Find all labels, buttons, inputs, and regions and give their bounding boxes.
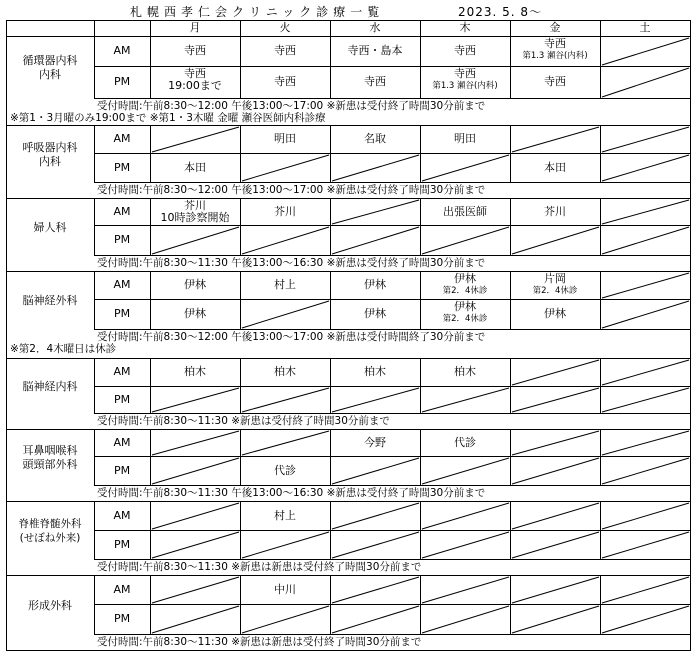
closed-slash-mark bbox=[421, 226, 510, 255]
schedule-col-line bbox=[510, 271, 511, 329]
closed-slash-mark bbox=[421, 387, 510, 413]
header-col-line bbox=[510, 20, 511, 36]
am-label: AM bbox=[113, 435, 131, 449]
closed-slash-mark bbox=[601, 359, 690, 386]
doctor-name: 村上 bbox=[274, 508, 296, 522]
schedule-reception-divider bbox=[94, 98, 690, 99]
pm-label: PM bbox=[113, 75, 131, 88]
department-name-cardio: 循環器内科 bbox=[22, 54, 78, 67]
reception-hours: 受付時間:午前8:30〜11:30 午後13:00〜16:30 ※新患は受付終了時間30分前まで bbox=[97, 257, 486, 269]
reception-hours: 受付時間:午前8:30〜12:00 午後13:00〜17:00 ※新患は受付終了時間30分前まで bbox=[97, 100, 486, 112]
closed-slash-mark bbox=[151, 387, 240, 413]
am-label: AM bbox=[113, 204, 131, 218]
closed-slash-mark bbox=[331, 154, 420, 182]
doctor-name: 伊林 bbox=[544, 307, 566, 320]
doctor-name: 村上 bbox=[274, 278, 296, 291]
schedule-col-line bbox=[150, 271, 151, 329]
header-col-line bbox=[150, 20, 151, 36]
schedule-reception-divider bbox=[94, 255, 690, 256]
table-border-top bbox=[6, 20, 690, 21]
day-header-5: 土 bbox=[639, 21, 651, 34]
closed-slash-mark bbox=[511, 430, 600, 456]
closed-slash-mark bbox=[511, 605, 600, 634]
closed-slash-mark bbox=[511, 576, 600, 604]
header-divider bbox=[94, 20, 95, 36]
closed-slash-mark bbox=[241, 605, 330, 634]
reception-hours: ※第1・3月曜のみ19:00まで ※第1・3木曜 金曜 瀬谷医師内科診療 bbox=[10, 112, 326, 124]
am-label: AM bbox=[113, 132, 131, 145]
closed-slash-mark bbox=[151, 126, 240, 153]
doctor-name: 出張医師 bbox=[443, 204, 487, 218]
closed-slash-mark bbox=[601, 37, 690, 66]
doctor-name: 代診 bbox=[454, 435, 476, 449]
closed-slash-mark bbox=[601, 300, 690, 329]
closed-slash-mark bbox=[601, 387, 690, 413]
closed-slash-mark bbox=[241, 300, 330, 329]
closed-slash-mark bbox=[511, 359, 600, 386]
day-header-1: 火 bbox=[279, 21, 291, 34]
schedule-reception-divider bbox=[94, 634, 690, 635]
doctor-name: 柏木 bbox=[184, 365, 206, 378]
cell-note: 第2．4休診 bbox=[532, 286, 578, 296]
doctor-name: 伊林 bbox=[364, 307, 386, 320]
closed-slash-mark bbox=[241, 430, 330, 456]
closed-slash-mark bbox=[601, 199, 690, 225]
schedule-col-line bbox=[240, 36, 241, 98]
closed-slash-mark bbox=[511, 457, 600, 485]
closed-slash-mark bbox=[421, 154, 510, 182]
closed-slash-mark bbox=[421, 531, 510, 559]
pm-label: PM bbox=[113, 307, 131, 320]
department-name-neuroint: 脳神経内科 bbox=[22, 379, 78, 393]
reception-hours: 受付時間:午前8:30〜11:30 午後13:00〜16:30 ※新患は受付終了時間30分前まで bbox=[97, 487, 486, 499]
doctor-name: 本田 bbox=[184, 160, 206, 174]
reception-hours: 受付時間:午前8:30〜11:30 ※新患は新患は受付終了時間30分前まで bbox=[97, 636, 422, 648]
reception-hours: 受付時間:午前8:30〜11:30 ※新患は受付終了時間30分前まで bbox=[97, 415, 390, 427]
am-label: AM bbox=[113, 365, 131, 378]
am-label: AM bbox=[113, 44, 131, 57]
doctor-name: 伊林 bbox=[184, 278, 206, 291]
cell-note: 第2．4休診 bbox=[442, 286, 488, 296]
closed-slash-mark bbox=[241, 531, 330, 559]
department-bottom-line bbox=[6, 650, 690, 651]
am-label: AM bbox=[113, 508, 131, 522]
closed-slash-mark bbox=[331, 457, 420, 485]
doctor-name: 寺西 bbox=[184, 67, 206, 80]
department-name-spine: (せぼね外来) bbox=[19, 532, 81, 544]
doctor-name: 伊林 bbox=[454, 300, 476, 313]
closed-slash-mark bbox=[331, 605, 420, 634]
doctor-name: 片岡 bbox=[544, 272, 566, 285]
closed-slash-mark bbox=[601, 457, 690, 485]
pm-label: PM bbox=[113, 160, 131, 174]
page-title: 札幌西孝仁会クリニック診療一覧 bbox=[130, 5, 385, 19]
header-col-line bbox=[600, 20, 601, 36]
am-label: AM bbox=[113, 582, 131, 596]
closed-slash-mark bbox=[421, 605, 510, 634]
closed-slash-mark bbox=[421, 502, 510, 530]
closed-slash-mark bbox=[601, 272, 690, 299]
doctor-name: 中川 bbox=[274, 582, 296, 596]
schedule-col-line bbox=[94, 271, 95, 329]
reception-hours: ※第2．4木曜日は休診 bbox=[10, 343, 117, 355]
schedule-col-line bbox=[94, 36, 95, 98]
doctor-name: 明田 bbox=[454, 132, 476, 145]
closed-slash-mark bbox=[331, 502, 420, 530]
closed-slash-mark bbox=[601, 226, 690, 255]
header-col-line bbox=[330, 20, 331, 36]
schedule-col-line bbox=[330, 36, 331, 98]
department-name-cardio: 内科 bbox=[39, 68, 61, 81]
schedule-reception-divider bbox=[94, 485, 690, 486]
doctor-name: 寺西 bbox=[454, 44, 476, 57]
closed-slash-mark bbox=[511, 226, 600, 255]
doctor-name: 寺西 bbox=[274, 75, 296, 88]
closed-slash-mark bbox=[601, 154, 690, 182]
closed-slash-mark bbox=[511, 126, 600, 153]
table-border-left bbox=[6, 20, 7, 650]
closed-slash-mark bbox=[601, 67, 690, 98]
doctor-name: 寺西 bbox=[544, 75, 566, 88]
department-name-spine: 脊椎脊髄外科 bbox=[18, 518, 82, 530]
closed-slash-mark bbox=[241, 387, 330, 413]
closed-slash-mark bbox=[151, 576, 240, 604]
department-name-resp: 内科 bbox=[39, 154, 61, 168]
schedule-col-line bbox=[510, 36, 511, 98]
department-name-neurosurg: 脳神経外科 bbox=[22, 294, 78, 307]
closed-slash-mark bbox=[601, 126, 690, 153]
closed-slash-mark bbox=[601, 502, 690, 530]
closed-slash-mark bbox=[331, 576, 420, 604]
closed-slash-mark bbox=[601, 531, 690, 559]
closed-slash-mark bbox=[511, 387, 600, 413]
doctor-name: 代診 bbox=[274, 463, 296, 477]
doctor-name: 伊林 bbox=[454, 272, 476, 285]
closed-slash-mark bbox=[331, 226, 420, 255]
doctor-name: 寺西 bbox=[544, 37, 566, 50]
closed-slash-mark bbox=[601, 576, 690, 604]
pm-label: PM bbox=[113, 612, 131, 625]
doctor-name: 本田 bbox=[544, 160, 566, 174]
closed-slash-mark bbox=[421, 457, 510, 485]
closed-slash-mark bbox=[601, 430, 690, 456]
pm-label: PM bbox=[113, 463, 131, 477]
cell-note: 10時診察開始 bbox=[160, 211, 230, 224]
doctor-name: 名取 bbox=[364, 132, 386, 145]
schedule-col-line bbox=[420, 36, 421, 98]
schedule-col-line bbox=[94, 125, 95, 182]
closed-slash-mark bbox=[331, 531, 420, 559]
department-name-gyn: 婦人科 bbox=[33, 220, 67, 234]
reception-hours: 受付時間:午前8:30〜11:30 ※新患は新患は受付終了時間30分前まで bbox=[97, 561, 422, 573]
day-header-3: 木 bbox=[459, 21, 471, 34]
closed-slash-mark bbox=[151, 430, 240, 456]
closed-slash-mark bbox=[331, 387, 420, 413]
doctor-name: 芥川 bbox=[274, 204, 296, 218]
schedule-reception-divider bbox=[94, 559, 690, 560]
doctor-name: 伊林 bbox=[184, 307, 206, 320]
closed-slash-mark bbox=[601, 605, 690, 634]
doctor-name: 芥川 bbox=[544, 204, 566, 218]
schedule-col-line bbox=[94, 429, 95, 485]
schedule-reception-divider bbox=[94, 413, 690, 414]
closed-slash-mark bbox=[241, 226, 330, 255]
department-name-plastic: 形成外科 bbox=[28, 598, 72, 612]
schedule-col-line bbox=[330, 271, 331, 329]
header-col-line bbox=[420, 20, 421, 36]
closed-slash-mark bbox=[331, 199, 420, 225]
doctor-name: 柏木 bbox=[274, 365, 296, 378]
doctor-name: 寺西 bbox=[454, 67, 476, 80]
doctor-name: 今野 bbox=[364, 435, 386, 449]
reception-hours: 受付時間:午前8:30〜12:00 午後13:00〜17:00 ※新患は受付時間終了30分前まで bbox=[97, 331, 486, 343]
pm-label: PM bbox=[113, 392, 131, 406]
doctor-name: 柏木 bbox=[454, 365, 476, 378]
doctor-name: 柏木 bbox=[364, 365, 386, 378]
doctor-name: 明田 bbox=[274, 132, 296, 145]
schedule-col-line bbox=[94, 575, 95, 634]
schedule-col-line bbox=[150, 36, 151, 98]
pm-label: PM bbox=[113, 233, 131, 246]
closed-slash-mark bbox=[241, 154, 330, 182]
closed-slash-mark bbox=[151, 457, 240, 485]
table-border-right bbox=[690, 20, 691, 651]
schedule-reception-divider bbox=[94, 329, 690, 330]
department-name-ent: 耳鼻咽喉科 bbox=[22, 444, 78, 457]
cell-note: 第1.3 瀬谷(内科) bbox=[522, 51, 588, 61]
closed-slash-mark bbox=[511, 502, 600, 530]
header-bottom-line bbox=[6, 36, 690, 37]
am-label: AM bbox=[113, 278, 131, 291]
doctor-name: 寺西 bbox=[184, 44, 206, 57]
day-header-4: 金 bbox=[549, 21, 561, 34]
closed-slash-mark bbox=[151, 531, 240, 559]
department-name-resp: 呼吸器内科 bbox=[22, 140, 78, 154]
doctor-name: 寺西 bbox=[274, 44, 296, 57]
cell-note: 第2．4休診 bbox=[442, 314, 488, 324]
cell-note: 19:00まで bbox=[168, 79, 222, 92]
department-bottom-line bbox=[6, 271, 690, 272]
schedule-col-line bbox=[94, 501, 95, 559]
schedule-reception-divider bbox=[94, 182, 690, 183]
effective-date: 2023. 5. 8〜 bbox=[458, 5, 543, 19]
header-col-line bbox=[240, 20, 241, 36]
doctor-name: 芥川 bbox=[184, 199, 206, 212]
closed-slash-mark bbox=[421, 576, 510, 604]
closed-slash-mark bbox=[511, 531, 600, 559]
doctor-name: 寺西 bbox=[364, 75, 386, 88]
reception-hours: 受付時間:午前8:30〜12:00 午後13:00〜17:00 ※新患は受付終了時間30分前まで bbox=[97, 184, 486, 196]
schedule-col-line bbox=[94, 358, 95, 413]
schedule-col-line bbox=[94, 198, 95, 255]
closed-slash-mark bbox=[151, 605, 240, 634]
schedule-col-line bbox=[420, 271, 421, 329]
closed-slash-mark bbox=[151, 502, 240, 530]
cell-note: 第1.3 瀬谷(内科) bbox=[432, 81, 498, 91]
day-header-2: 水 bbox=[369, 21, 381, 34]
day-header-0: 月 bbox=[189, 21, 201, 34]
pm-label: PM bbox=[113, 537, 131, 551]
doctor-name: 伊林 bbox=[364, 278, 386, 291]
closed-slash-mark bbox=[151, 226, 240, 255]
doctor-name: 寺西・島本 bbox=[347, 44, 403, 57]
department-name-ent: 頭頸部外科 bbox=[22, 458, 78, 471]
